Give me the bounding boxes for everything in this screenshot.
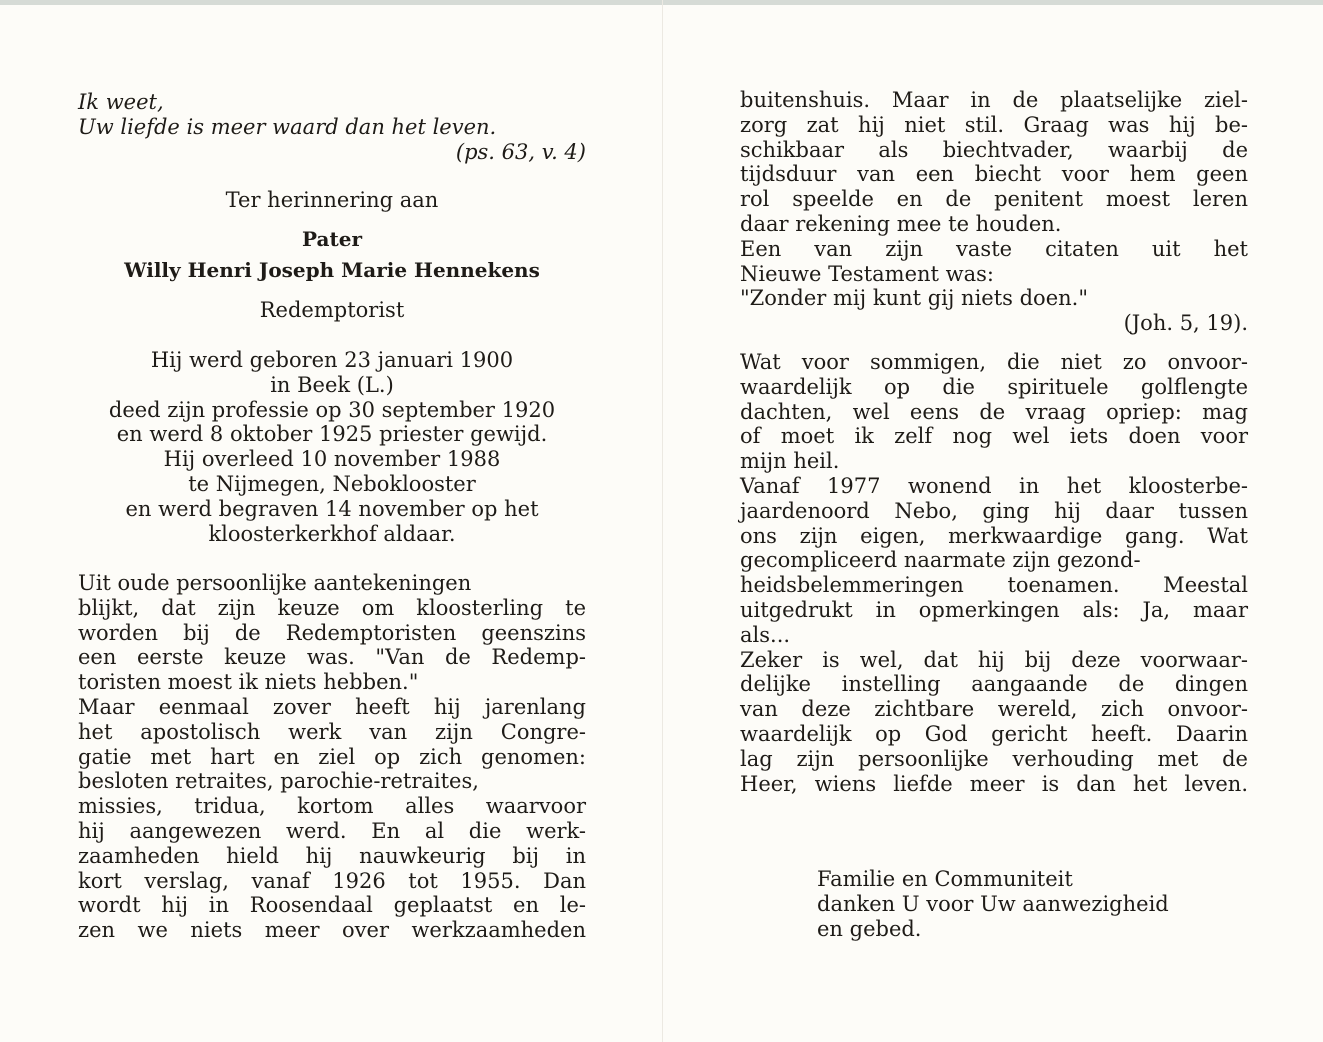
text-line: jaardenoord Nebo, ging hij daar tussen	[740, 498, 1248, 523]
text-line: Vanaf 1977 wonend in het kloosterbe-	[740, 473, 1248, 498]
epigraph	[78, 90, 586, 164]
heading-title-block	[78, 227, 586, 252]
biography-line: Hij werd geboren 23 januari 1900	[150, 348, 514, 372]
text-line: buitenshuis. Maar in de plaatselijke ziel-	[740, 88, 1248, 112]
deceased-name: Willy Henri Joseph Marie Hennekens	[124, 258, 540, 282]
biography-line: deed zijn professie op 30 september 1920	[108, 397, 556, 422]
text-line: heidsbelemmeringen toenamen. Meestal	[740, 573, 1248, 598]
text-line: worden bij de Redemptoristen geenszins	[78, 620, 586, 645]
biography-line: kloosterkerkhof aldaar.	[208, 521, 456, 546]
text-line: blijkt, dat zijn keuze om kloosterling te	[78, 595, 586, 620]
biography-line: en werd 8 oktober 1925 priester gewijd.	[116, 422, 548, 447]
epigraph-reference: (ps. 63, v. 4)	[455, 139, 586, 164]
text-line: besloten retraites, parochie-retraites,	[78, 769, 479, 794]
text-line: toristen moest ik niets hebben."	[78, 670, 419, 695]
text-line: als...	[740, 622, 791, 647]
closing-line: en gebed.	[817, 916, 922, 941]
text-line: tijdsduur van een biecht voor hem geen	[740, 162, 1248, 187]
text-line: zorg zat hij niet stil. Graag was hij be-	[740, 112, 1248, 137]
biography	[78, 348, 586, 546]
text-line: schikbaar als biechtvader, waarbij de	[740, 137, 1248, 162]
text-line: hij aangewezen werd. En al die werk-	[78, 818, 586, 843]
text-line: ons zijn eigen, merkwaardige gang. Wat	[740, 523, 1248, 548]
text-line: missies, tridua, kortom alles waarvoor	[78, 794, 586, 819]
biography-line: in Beek (L.)	[270, 372, 394, 397]
card-fold	[662, 0, 663, 1042]
text-line: Zeker is wel, dat hij bij deze voorwaar-	[740, 647, 1248, 672]
heading-title: Pater	[302, 227, 362, 251]
text-line: van deze zichtbare wereld, zich onvoor-	[740, 697, 1248, 722]
text-line: Uit oude persoonlijke aantekeningen	[78, 571, 472, 595]
heading-name-block	[78, 258, 586, 283]
text-line: waardelijk op die spirituele golflengte	[740, 374, 1248, 399]
text-line: daar rekening mee te houden.	[740, 211, 1062, 236]
text-line: uitgedrukt in opmerkingen als: Ja, maar	[740, 597, 1248, 622]
text-line: waardelijk op God gericht heeft. Daarin	[740, 721, 1248, 746]
text-line: Maar eenmaal zover heeft hij jarenlang	[78, 694, 586, 719]
text-line: zen we niets meer over werkzaamheden	[78, 918, 586, 943]
heading	[78, 188, 586, 213]
religious-order: Redemptorist	[259, 298, 405, 322]
scripture-quote: "Zonder mij kunt gij niets doen."	[740, 286, 1088, 311]
text-line: zaamheden hield hij nauwkeurig bij in	[78, 843, 586, 868]
epigraph-line: Ik weet,	[78, 90, 164, 114]
right-paragraph-1	[740, 88, 1248, 336]
text-line: lag zijn persoonlijke verhouding met de	[740, 746, 1248, 771]
biography-line: Hij overleed 10 november 1988	[163, 447, 501, 472]
biography-line: en werd begraven 14 november op het	[125, 496, 539, 521]
heading-intro: Ter herinnering aan	[225, 188, 439, 212]
epigraph-line: Uw liefde is meer waard dan het leven.	[78, 114, 497, 139]
biography-line: te Nijmegen, Neboklooster	[188, 471, 476, 496]
text-line: mijn heil.	[740, 449, 840, 474]
text-line: wordt hij in Roosendaal geplaatst en le-	[78, 893, 586, 918]
text-line: gecompliceerd naarmate zijn gezond-	[740, 548, 1141, 573]
text-line: Wat voor sommigen, die niet zo onvoor-	[740, 350, 1248, 374]
text-line: kort verslag, vanaf 1926 tot 1955. Dan	[78, 868, 586, 893]
closing-line: Familie en Communiteit	[817, 867, 1073, 891]
text-line: gatie met hart en ziel op zich genomen:	[78, 744, 586, 769]
text-line: rol speelde en de penitent moest leren	[740, 187, 1248, 212]
text-line: een eerste keuze was. "Van de Redemp-	[78, 645, 586, 670]
text-line: Heer, wiens liefde meer is dan het leven.	[740, 771, 1248, 796]
closing	[817, 867, 1257, 941]
text-line: dachten, wel eens de vraag opriep: mag	[740, 399, 1248, 424]
right-paragraph-2	[740, 350, 1248, 796]
text-line: Nieuwe Testament was:	[740, 261, 994, 286]
heading-order-block	[78, 298, 586, 323]
left-paragraph	[78, 571, 586, 943]
text-line: of moet ik zelf nog wel iets doen voor	[740, 424, 1248, 449]
text-line: het apostolisch werk van zijn Congre-	[78, 719, 586, 744]
text-line: delijke instelling aangaande de dingen	[740, 672, 1248, 697]
text-line: Een van zijn vaste citaten uit het	[740, 236, 1248, 261]
scripture-reference: (Joh. 5, 19).	[1123, 311, 1248, 336]
closing-line: danken U voor Uw aanwezigheid	[817, 891, 1169, 916]
